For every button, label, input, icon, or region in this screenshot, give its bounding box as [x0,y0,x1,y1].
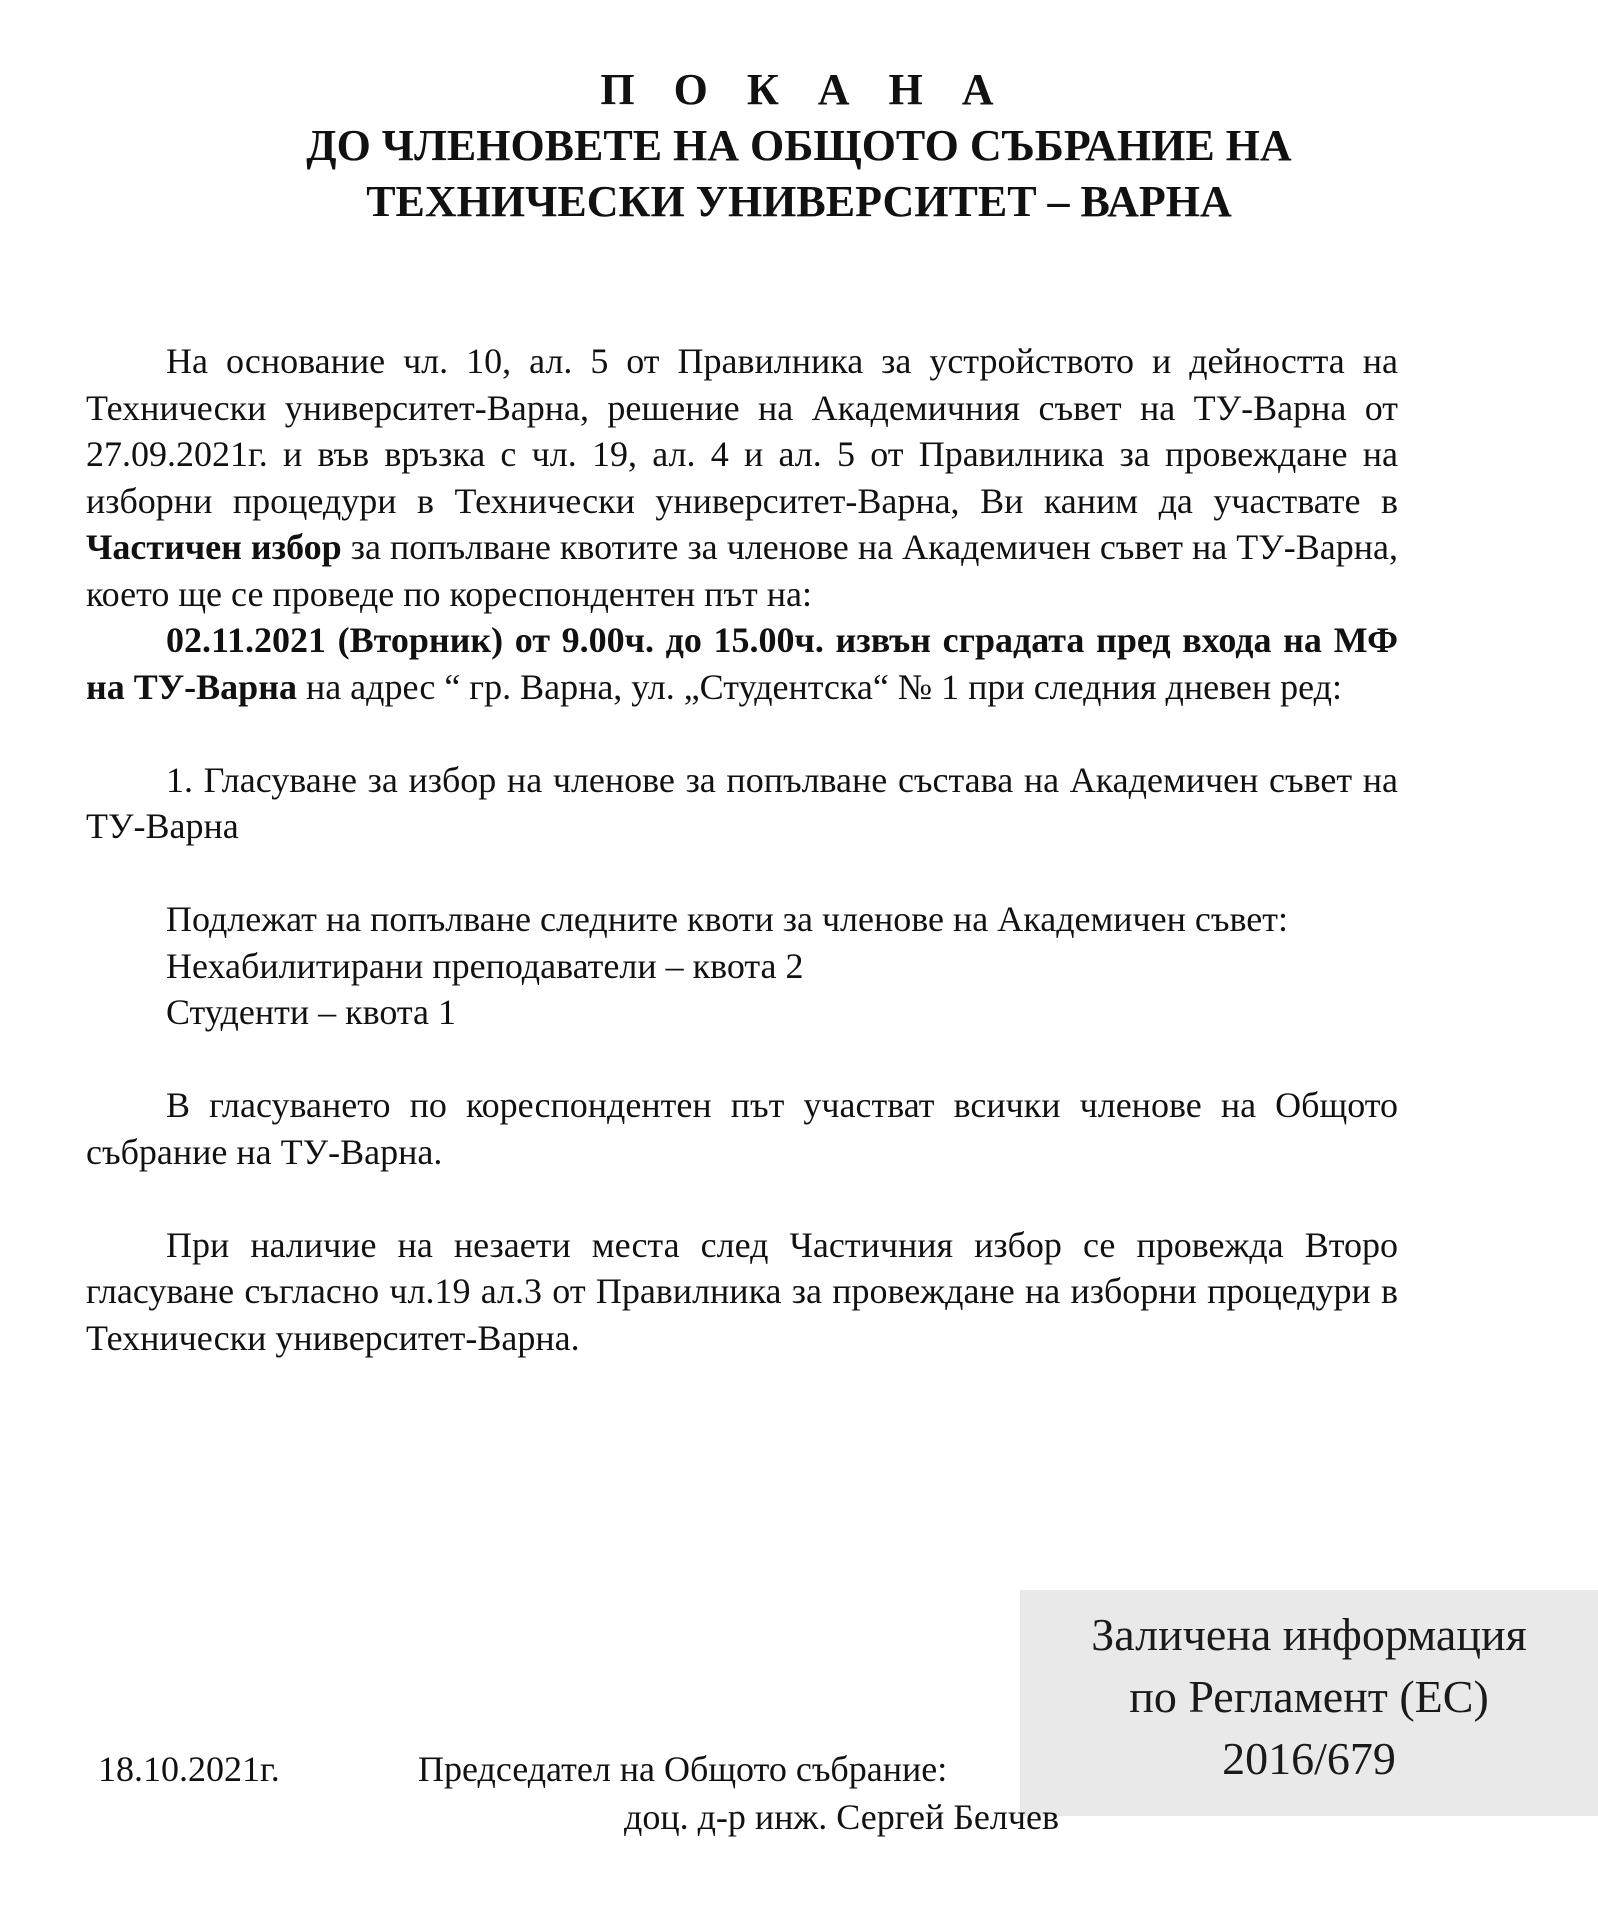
signatory-role: Председател на Общото събрание: [418,1749,948,1789]
spacer [86,850,1398,897]
quotas-intro: Подлежат на попълване следните квоти за членове на Академичен съвет: [166,899,1288,939]
intro-bold: Частичен избор [86,527,342,567]
when-bold: 02.11.2021 (Вторник) от 9.00ч. до 15.00ч. извън сградата пред входа на МФ на ТУ-Варна [86,620,1398,707]
stamp-line-2: по Регламент (ЕС) [1129,1671,1489,1722]
when-paragraph [86,617,1398,710]
document-header [0,62,1598,230]
spacer [86,1036,1398,1083]
spacer [86,1175,1398,1222]
intro-text-1: На основание чл. 10, ал. 5 от Правилника за устройството и дейността на Технически университет-Варна, решение на Академичния съвет на ТУ-Варна от 27.09.2021г. и във връзка с чл. 19, ал. 4 и ал. 5 от Правилника за провеждане на изборни процедури в Технически университет-Варна, Ви каним да участвате в [86,341,1398,521]
participants-paragraph: В гласуването по кореспондентен път участват всички членове на Общото събрание на ТУ-Варна. [86,1085,1398,1172]
redaction-stamp [1020,1590,1598,1816]
document-title: П О К А Н А [600,65,1008,114]
stamp-line-1: Заличена информация [1091,1609,1527,1660]
signatory-name: доц. д-р инж. Сергей Белчев [624,1797,1059,1837]
second-vote-paragraph: При наличие на незаети места след Частичния избор се провежда Второ гласуване съгласно чл.19 ал.3 от Правилника за провеждане на изборни процедури в Технически университет-Варна. [86,1224,1398,1358]
agenda-item: 1. Гласуване за избор на членове за попълване състава на Академичен съвет на ТУ-Варна [86,759,1398,846]
intro-text-2: за попълване квотите за членове на Академичен съвет на ТУ-Варна, което ще се проведе по кореспондентен път на: [86,527,1398,614]
intro-paragraph [86,338,1398,617]
stamp-line-3: 2016/679 [1222,1733,1396,1784]
document-date: 18.10.2021г. [98,1749,280,1789]
header-line-2: ДО ЧЛЕНОВЕТЕ НА ОБЩОТО СЪБРАНИЕ НА [306,121,1292,170]
spacer [86,710,1398,757]
header-line-3: ТЕХНИЧЕСКИ УНИВЕРСИТЕТ – ВАРНА [366,177,1232,226]
quota-item: Нехабилитирани преподаватели – квота 2 [166,945,804,986]
document-body [86,338,1398,1361]
when-rest: на адрес “ гр. Варна, ул. „Студентска“ № 1 при следния дневен ред: [296,666,1342,707]
quota-item: Студенти – квота 1 [166,992,457,1032]
